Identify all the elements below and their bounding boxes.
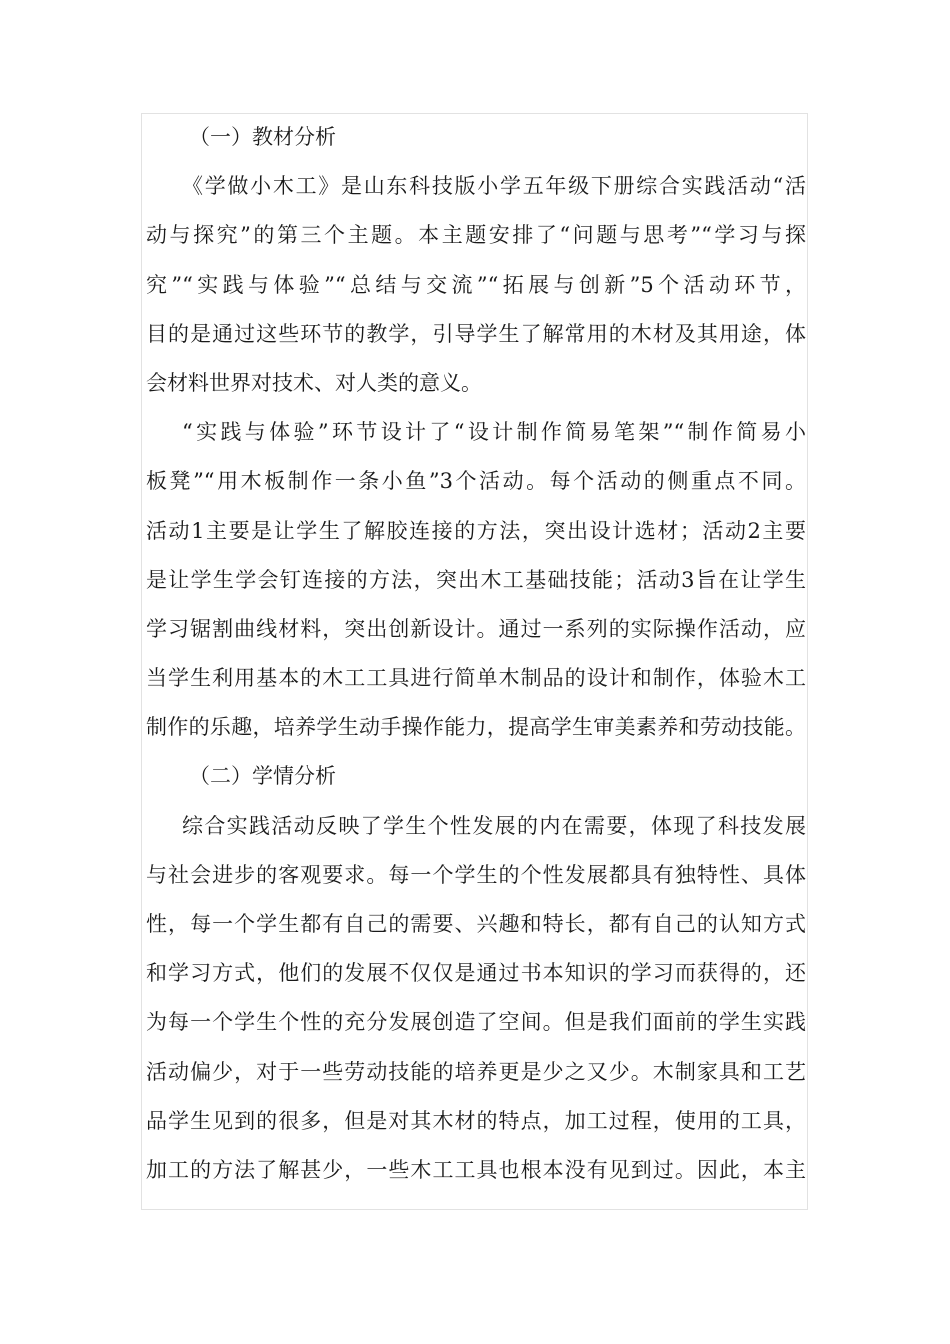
paragraph-line: 与社会进步的客观要求。每一个学生的个性发展都具有独特性、具体 [146,862,806,887]
paragraph-line: 《学做小木工》是山东科技版小学五年级下册综合实践活动“活 [182,174,806,199]
paragraph-line: 活动1主要是让学生了解胶连接的方法，突出设计选材；活动2主要 [146,518,806,543]
document-body [146,113,806,1210]
paragraph-line: 品学生见到的很多，但是对其木材的特点，加工过程，使用的工具， [146,1108,806,1133]
paragraph-line: 为每一个学生个性的充分发展创造了空间。但是我们面前的学生实践 [146,1010,806,1035]
paragraph-line: 当学生利用基本的木工工具进行简单木制品的设计和制作，体验木工 [146,666,806,691]
paragraph-line: 是让学生学会钉连接的方法，突出木工基础技能；活动3旨在让学生 [146,567,806,592]
section-heading-textbook-analysis: （一）教材分析 [189,125,336,149]
paragraph-line: 究”“实践与体验”“总结与交流”“拓展与创新”5个活动环节， [146,272,806,297]
paragraph-line: 性，每一个学生都有自己的需要、兴趣和特长，都有自己的认知方式 [146,912,806,936]
paragraph-line: “实践与体验”环节设计了“设计制作简易笔架”“制作简易小 [182,420,806,445]
paragraph-line: 加工的方法了解甚少，一些木工工具也根本没有见到过。因此，本主 [146,1157,806,1182]
paragraph-line: 活动偏少，对于一些劳动技能的培养更是少之又少。木制家具和工艺 [146,1059,806,1084]
paragraph-line: 综合实践活动反映了学生个性发展的内在需要，体现了科技发展 [182,813,806,838]
paragraph-line: 目的是通过这些环节的教学，引导学生了解常用的木材及其用途，体 [146,321,806,346]
section-heading-learner-analysis: （二）学情分析 [189,764,336,789]
paragraph-line: 和学习方式，他们的发展不仅仅是通过书本知识的学习而获得的，还 [146,961,806,986]
paragraph-line: 动与探究”的第三个主题。本主题安排了“问题与思考”“学习与探 [146,223,806,248]
paragraph-line: 制作的乐趣，培养学生动手操作能力，提高学生审美素养和劳动技能。 [146,715,806,740]
paragraph-line: 板凳”“用木板制作一条小鱼”3个活动。每个活动的侧重点不同。 [146,469,806,494]
paragraph-line: 学习锯割曲线材料，突出创新设计。通过一系列的实际操作活动，应 [146,616,806,641]
paragraph-line: 会材料世界对技术、对人类的意义。 [146,370,482,395]
